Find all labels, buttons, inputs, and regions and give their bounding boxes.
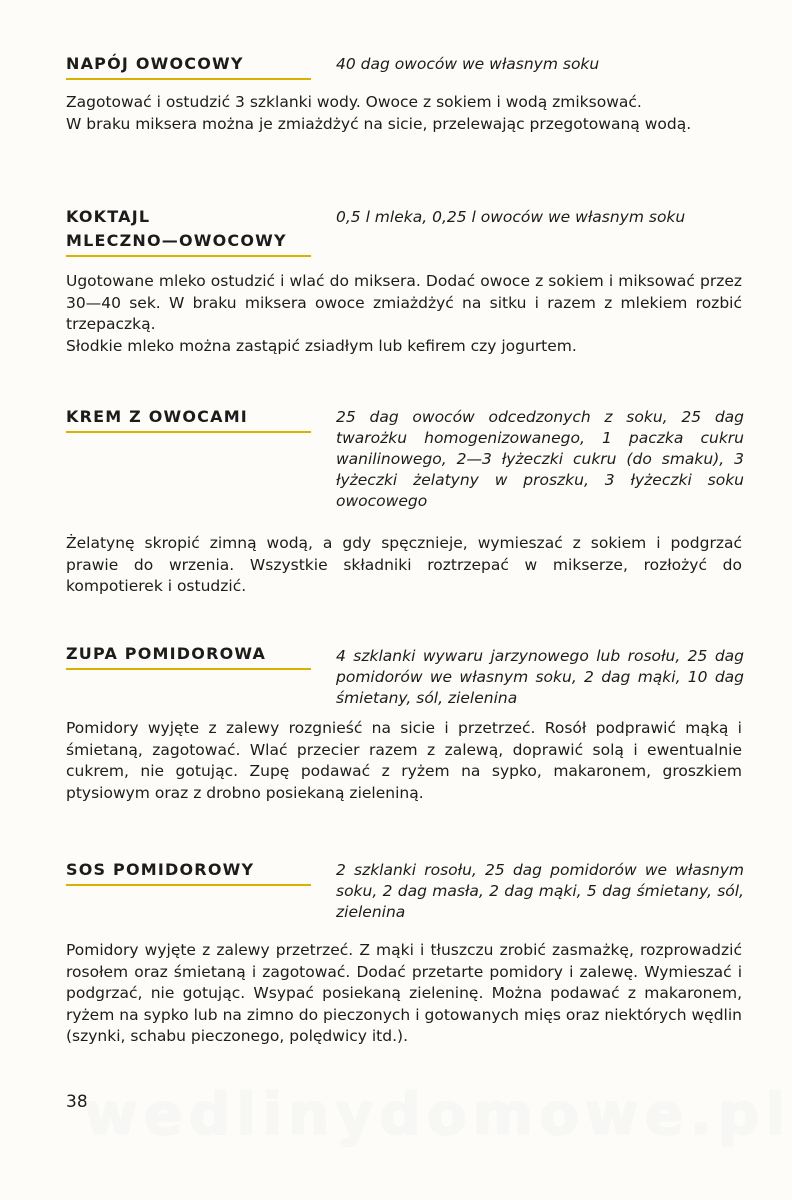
recipe-ingredients: 0,5 l mleka, 0,25 l owoców we własnym soku: [336, 208, 686, 226]
recipe-ingredients: 2 szklanki rosołu, 25 dag pomidorów we własnym soku, 2 dag masła, 2 dag mąki, 5 dag śmietany, sól, zielenina: [336, 861, 744, 921]
recipe-instructions: Pomidory wyjęte z zalewy przetrzeć. Z mąki i tłuszczu zrobić zasmażkę, rozprowadzić rosołem oraz śmietaną i zagotować. Dodać przetarte pomidory i zalewę. Wymieszać i podgrzać, nie gotując. Wsypać posiekaną zieleninę. Można podawać z makaronem, ryżem na sypko lub na zimno do pieczonych i gotowanych mięs oraz niektórych wędlin (szynki, schabu pieczonego, polędwicy itd.).: [66, 941, 742, 1045]
recipe-title: SOS POMIDOROWY: [66, 858, 311, 886]
recipe-ingredients: 4 szklanki wywaru jarzynowego lub rosołu, 25 dag pomidorów we własnym soku, 2 dag mąki, 10 dag śmietany, sól, zielenina: [336, 647, 744, 707]
recipe-instructions: Zagotować i ostudzić 3 szklanki wody. Owoce z sokiem i wodą zmiksować. W braku miksera można je zmiażdżyć na sicie, przelewając przegotowaną wodą.: [66, 93, 692, 133]
recipe-title: KREM Z OWOCAMI: [66, 405, 311, 433]
page-number: 38: [66, 1092, 88, 1112]
recipe-title: KOKTAJL MLECZNO—OWOCOWY: [66, 205, 311, 257]
recipe-instructions: Pomidory wyjęte z zalewy rozgnieść na sicie i przetrzeć. Rosół podprawić mąką i śmietaną, zagotować. Wlać przecier razem z zalewą, doprawić solą i ewentualnie cukrem, nie gotując. Zupę podawać z ryżem na sypko, makaronem, groszkiem ptysiowym oraz z drobno posiekaną zieleniną.: [66, 719, 742, 802]
watermark: wedlinydomowe.pl: [84, 1080, 792, 1148]
recipe-instructions: Żelatynę skropić zimną wodą, a gdy spęcznieje, wymieszać z sokiem i podgrzać prawie do wrzenia. Wszystkie składniki roztrzepać w mikserze, rozłożyć do kompotierek i ostudzić.: [66, 534, 742, 595]
recipe-instructions: Ugotowane mleko ostudzić i wlać do miksera. Dodać owoce z sokiem i miksować przez 30—40 sek. W braku miksera owoce zmiażdżyć na sitku i razem z mlekiem rozbić trzepaczką. Słodkie mleko można zastąpić zsiadłym lub kefirem czy jogurtem.: [66, 272, 742, 355]
recipe-title: NAPÓJ OWOCOWY: [66, 52, 311, 80]
recipe-ingredients: 40 dag owoców we własnym soku: [336, 55, 600, 73]
recipe-ingredients: 25 dag owoców odcedzonych z soku, 25 dag twarożku homogenizowanego, 1 paczka cukru wanilinowego, 2—3 łyżeczki cukru (do smaku), 3 łyżeczki żelatyny w proszku, 3 łyżeczki soku owocowego: [336, 408, 744, 510]
recipe-title: ZUPA POMIDOROWA: [66, 642, 311, 670]
